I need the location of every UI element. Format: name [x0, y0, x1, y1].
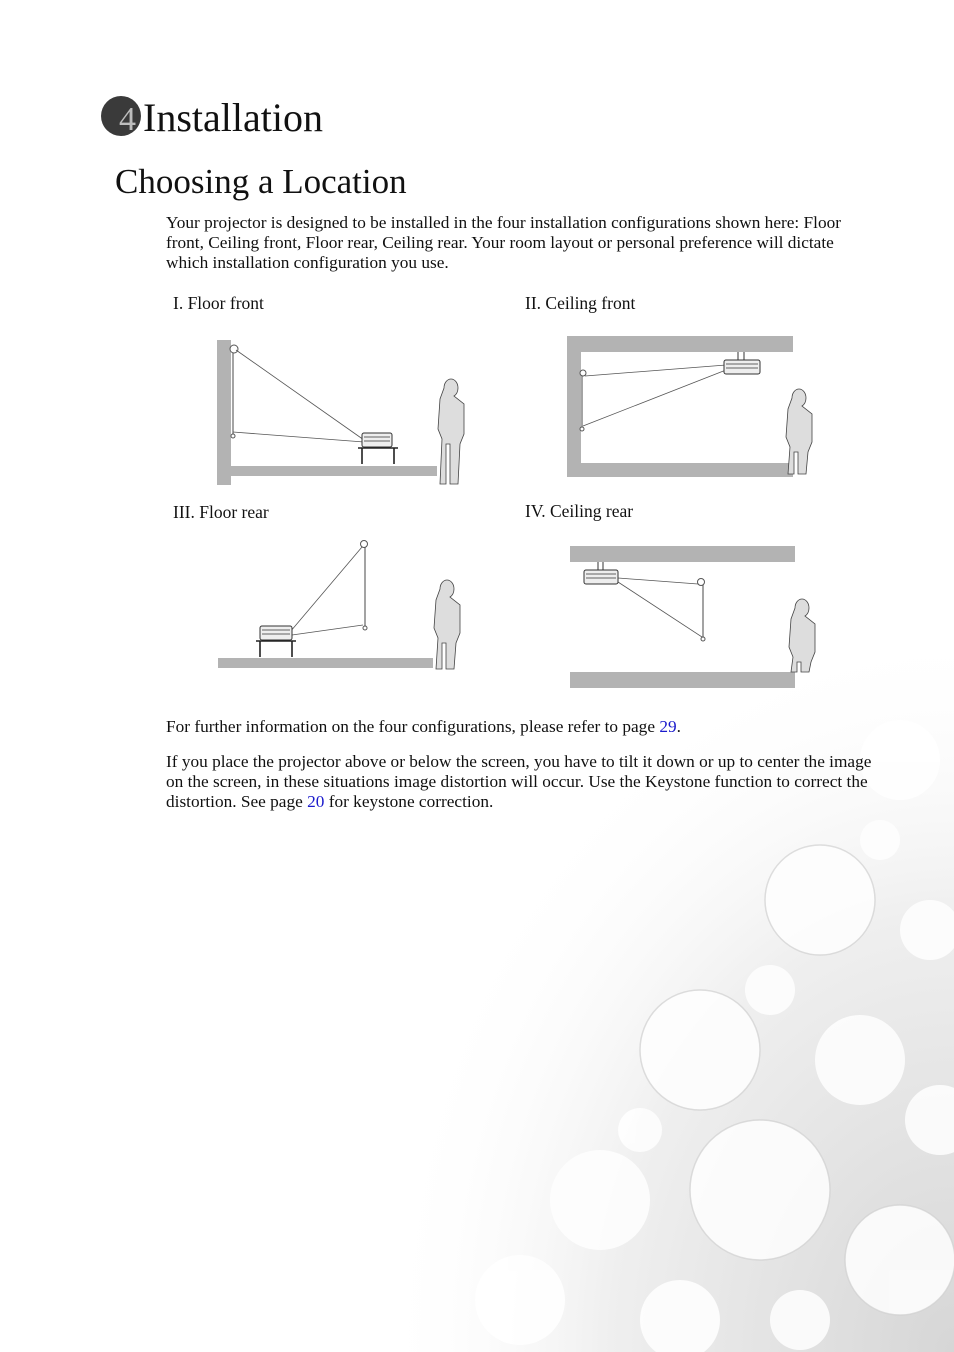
floor-rear-diagram — [212, 535, 482, 675]
intro-paragraph: Your projector is designed to be installed in the four installation configurations shown here: Floor front, Ceiling front, Floor rear, Ceiling rear. Your room layout or personal preference will dictate which installation configuration you use. — [166, 213, 841, 272]
section-title: Choosing a Location — [115, 162, 407, 201]
config-caption-floor-front: I. Floor front — [173, 293, 264, 313]
person-silhouette — [434, 580, 460, 669]
page-link-20[interactable]: 20 — [307, 792, 325, 811]
projector — [584, 562, 618, 584]
tilt-end: for keystone correction. — [324, 792, 494, 811]
person-silhouette — [438, 379, 464, 484]
table — [256, 641, 296, 657]
wall — [217, 340, 231, 485]
tilt-paragraph — [166, 752, 876, 812]
ceiling-rear-diagram — [560, 540, 820, 695]
page-link-29[interactable]: 29 — [659, 717, 677, 736]
further-info-end: . — [676, 717, 681, 736]
floor-front-diagram — [212, 330, 482, 485]
floor — [567, 463, 793, 477]
config-caption-ceiling-rear: IV. Ceiling rear — [525, 501, 634, 521]
chapter-number: 4 — [119, 101, 136, 138]
floor — [570, 672, 795, 688]
tilt-text: If you place the projector above or below the screen, you have to tilt it down or up to center the image on the screen, in these situations image distortion will occur. Use the Keystone function to correct the distortion. See page — [166, 752, 872, 811]
person-silhouette — [786, 389, 812, 474]
chapter-title: Installation — [143, 95, 323, 140]
ceiling-front-diagram — [560, 330, 820, 485]
table — [358, 448, 398, 464]
further-info-text: For further information on the four configurations, please refer to page — [166, 717, 660, 736]
projector — [260, 626, 292, 640]
ceiling — [570, 546, 795, 562]
ceiling — [567, 336, 793, 352]
config-caption-floor-rear: III. Floor rear — [173, 502, 269, 522]
floor — [218, 658, 433, 668]
projector — [362, 433, 392, 447]
projector — [724, 352, 760, 374]
person-silhouette — [789, 599, 815, 672]
config-caption-ceiling-front: II. Ceiling front — [525, 293, 636, 313]
further-info-paragraph — [166, 717, 876, 737]
wall — [567, 336, 581, 477]
floor — [217, 466, 437, 476]
